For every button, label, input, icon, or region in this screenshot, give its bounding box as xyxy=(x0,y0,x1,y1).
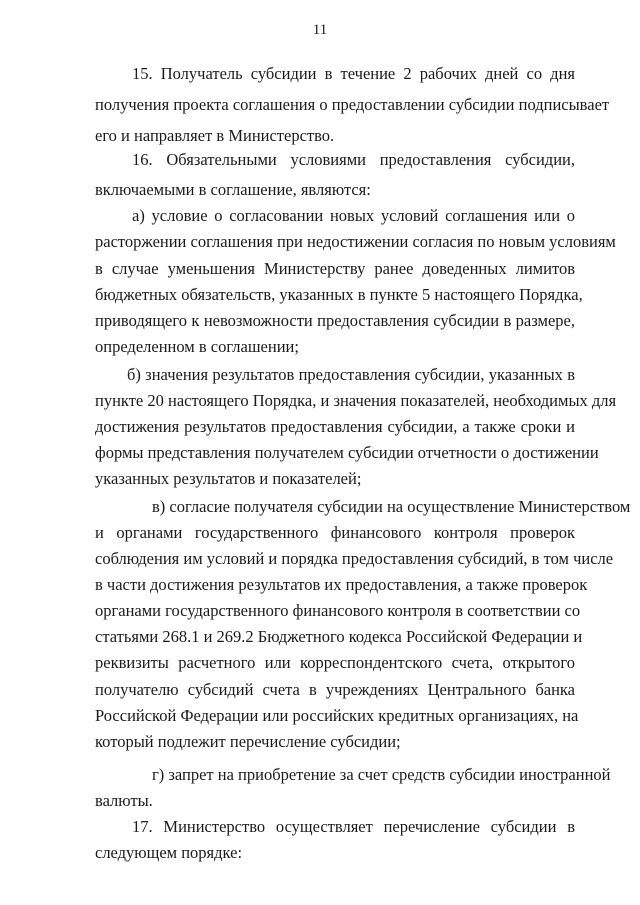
text-line: в случае уменьшения Министерству ранее доведенных лимитов xyxy=(95,259,575,278)
text-line: 15. Получатель субсидии в течение 2 рабочих дней со дня xyxy=(132,64,575,83)
text-line: следующем порядке: xyxy=(95,843,243,862)
text-line: г) запрет на приобретение за счет средств субсидии иностранной xyxy=(152,765,611,784)
text-line: его и направляет в Министерство. xyxy=(95,126,335,145)
text-line: пункте 20 настоящего Порядка, и значения показателей, необходимых для xyxy=(95,391,617,410)
text-line: соблюдения им условий и порядка предоставления субсидий, в том числе xyxy=(95,549,614,568)
text-line: формы представления получателем субсидии отчетности о достижении xyxy=(95,443,599,462)
text-line: приводящего к невозможности предоставления субсидии в размере, xyxy=(95,311,575,330)
text-line: Российской Федерации или российских кредитных организациях, на xyxy=(95,706,579,725)
text-line: б) значения результатов предоставления субсидии, указанных в xyxy=(127,365,575,384)
text-line: определенном в соглашении; xyxy=(95,337,299,356)
text-line: 17. Министерство осуществляет перечисление субсидии в xyxy=(132,817,575,836)
text-line: указанных результатов и показателей; xyxy=(95,469,362,488)
text-line: получения проекта соглашения о предоставлении субсидии подписывает xyxy=(95,95,610,114)
page-number: 11 xyxy=(312,22,328,38)
text-line: достижения результатов предоставления субсидии, а также сроки и xyxy=(95,417,575,436)
text-line: в) согласие получателя субсидии на осуществление Министерством xyxy=(152,497,631,516)
text-line: органами государственного финансового контроля в соответствии со xyxy=(95,601,581,620)
text-line: в части достижения результатов их предоставления, а также проверок xyxy=(95,575,588,594)
text-line: статьями 268.1 и 269.2 Бюджетного кодекса Российской Федерации и xyxy=(95,627,583,646)
text-line: валюты. xyxy=(95,791,153,810)
text-line: и органами государственного финансового контроля проверок xyxy=(95,523,575,542)
text-line: 16. Обязательными условиями предоставления субсидии, xyxy=(132,150,575,169)
text-line: а) условие о согласовании новых условий соглашения или о xyxy=(132,206,575,225)
text-line: получателю субсидий счета в учреждениях Центрального банка xyxy=(95,680,575,699)
text-line: который подлежит перечисление субсидии; xyxy=(95,732,401,751)
text-line: включаемыми в соглашение, являются: xyxy=(95,180,371,199)
text-line: бюджетных обязательств, указанных в пункте 5 настоящего Порядка, xyxy=(95,285,583,304)
text-line: реквизиты расчетного или корреспондентского счета, открытого xyxy=(95,653,575,672)
text-line: расторжении соглашения при недостижении согласия по новым условиям xyxy=(95,232,616,251)
